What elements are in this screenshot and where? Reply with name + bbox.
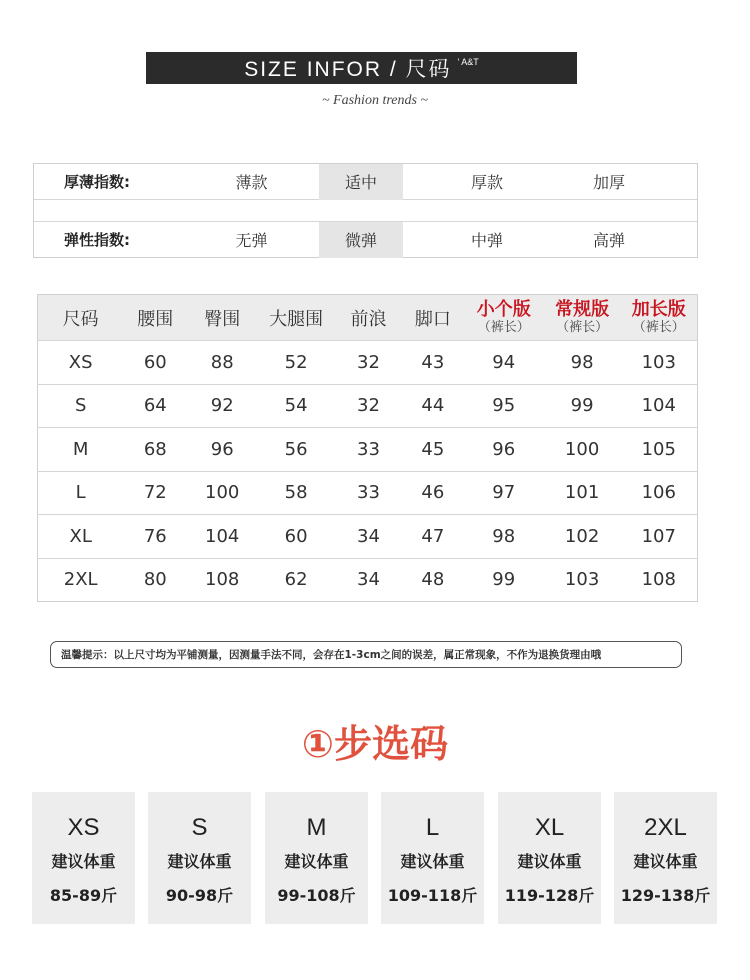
table-cell: 64 — [123, 384, 187, 428]
column-header-regular — [544, 295, 621, 341]
table-cell: 101 — [544, 471, 621, 515]
table-cell: 96 — [464, 428, 544, 472]
size-cell: L — [38, 471, 124, 515]
table-cell: 80 — [123, 558, 187, 602]
card-size: 2XL — [644, 814, 687, 841]
table-cell: 52 — [257, 341, 335, 385]
table-row — [38, 471, 698, 515]
table-cell: 107 — [621, 515, 698, 559]
table-cell: 95 — [464, 384, 544, 428]
column-header: 臀围 — [187, 295, 257, 341]
table-cell: 108 — [621, 558, 698, 602]
table-cell: 99 — [464, 558, 544, 602]
table-cell: 32 — [335, 341, 402, 385]
table-cell: 108 — [187, 558, 257, 602]
card-weight: 119-128斤 — [504, 886, 595, 905]
size-card — [614, 792, 717, 924]
column-header: 脚口 — [402, 295, 464, 341]
thickness-option: 厚款 — [470, 173, 503, 192]
regular-label: 常规版 — [555, 298, 610, 320]
card-label: 建议体重 — [633, 852, 698, 871]
size-card — [381, 792, 484, 924]
table-cell: 106 — [621, 471, 698, 515]
table-row — [38, 384, 698, 428]
table-row — [38, 428, 698, 472]
elasticity-option: 无弹 — [235, 231, 268, 250]
card-size: XS — [67, 814, 100, 841]
table-cell: 60 — [257, 515, 335, 559]
size-card — [498, 792, 601, 924]
card-label: 建议体重 — [167, 852, 232, 871]
size-cell: XL — [38, 515, 124, 559]
regular-note: （裤长） — [556, 319, 609, 335]
table-cell: 62 — [257, 558, 335, 602]
card-label: 建议体重 — [400, 852, 465, 871]
table-cell: 105 — [621, 428, 698, 472]
title-banner — [146, 52, 577, 84]
size-cell: XS — [38, 341, 124, 385]
elasticity-row — [34, 221, 697, 257]
table-cell: 76 — [123, 515, 187, 559]
table-cell: 72 — [123, 471, 187, 515]
table-cell: 32 — [335, 384, 402, 428]
thickness-row — [34, 164, 697, 200]
table-cell: 97 — [464, 471, 544, 515]
subtitle: ~ Fashion trends ~ — [321, 93, 429, 108]
table-cell: 98 — [544, 341, 621, 385]
card-size: XL — [534, 814, 565, 841]
table-cell: 102 — [544, 515, 621, 559]
column-header-petite — [464, 295, 544, 341]
size-card — [148, 792, 251, 924]
column-header: 大腿围 — [257, 295, 335, 341]
table-cell: 100 — [187, 471, 257, 515]
size-card — [32, 792, 135, 924]
table-cell: 104 — [187, 515, 257, 559]
table-cell: 48 — [402, 558, 464, 602]
column-header: 尺码 — [38, 295, 124, 341]
table-cell: 92 — [187, 384, 257, 428]
page-title: SIZE INFOR / 尺码 — [244, 58, 452, 81]
table-cell: 100 — [544, 428, 621, 472]
table-cell: 33 — [335, 428, 402, 472]
table-cell: 46 — [402, 471, 464, 515]
thickness-option: 薄款 — [235, 173, 268, 192]
table-header-row — [38, 295, 698, 341]
elasticity-option: 中弹 — [470, 231, 503, 250]
size-cell: 2XL — [38, 558, 124, 602]
card-size: M — [306, 814, 327, 841]
tall-label: 加长版 — [631, 298, 686, 320]
table-cell: 47 — [402, 515, 464, 559]
card-size: L — [425, 814, 440, 841]
table-cell: 98 — [464, 515, 544, 559]
thickness-option: 加厚 — [592, 173, 625, 192]
thickness-option-selected: 适中 — [319, 164, 403, 200]
step-heading: ①步选码 — [301, 722, 449, 766]
size-cell: M — [38, 428, 124, 472]
elasticity-option-selected: 微弹 — [319, 222, 403, 258]
size-cards — [32, 792, 718, 924]
card-weight: 90-98斤 — [165, 886, 234, 905]
table-cell: 43 — [402, 341, 464, 385]
table-cell: 96 — [187, 428, 257, 472]
table-cell: 54 — [257, 384, 335, 428]
measurement-tip: 温馨提示：以上尺寸均为平铺测量，因测量手法不同，会存在1-3cm之间的误差，属正常现象，不作为退换货理由哦 — [50, 641, 682, 668]
tall-note: （裤长） — [632, 319, 685, 335]
table-cell: 58 — [257, 471, 335, 515]
card-weight: 129-138斤 — [620, 886, 711, 905]
table-cell: 68 — [123, 428, 187, 472]
table-cell: 103 — [544, 558, 621, 602]
card-label: 建议体重 — [517, 852, 582, 871]
brand-mark: ' A&T — [457, 57, 479, 67]
petite-label: 小个版 — [476, 298, 531, 320]
table-cell: 88 — [187, 341, 257, 385]
card-weight: 109-118斤 — [387, 886, 478, 905]
column-header: 前浪 — [335, 295, 402, 341]
elasticity-option: 高弹 — [592, 231, 625, 250]
thickness-label: 厚薄指数: — [64, 173, 130, 191]
table-cell: 44 — [402, 384, 464, 428]
size-cell: S — [38, 384, 124, 428]
elasticity-label: 弹性指数: — [64, 231, 130, 249]
size-chart-table — [37, 294, 698, 602]
card-size: S — [191, 814, 208, 841]
fabric-index-box — [33, 163, 698, 258]
table-cell: 103 — [621, 341, 698, 385]
card-weight: 99-108斤 — [277, 886, 356, 905]
table-cell: 45 — [402, 428, 464, 472]
table-cell: 99 — [544, 384, 621, 428]
table-cell: 34 — [335, 558, 402, 602]
table-row — [38, 515, 698, 559]
table-cell: 34 — [335, 515, 402, 559]
table-cell: 33 — [335, 471, 402, 515]
table-cell: 60 — [123, 341, 187, 385]
table-cell: 56 — [257, 428, 335, 472]
column-header-tall — [621, 295, 698, 341]
table-row — [38, 341, 698, 385]
column-header: 腰围 — [123, 295, 187, 341]
card-label: 建议体重 — [284, 852, 349, 871]
card-weight: 85-89斤 — [49, 886, 118, 905]
table-row — [38, 558, 698, 602]
size-card — [265, 792, 368, 924]
petite-note: （裤长） — [477, 319, 530, 335]
table-cell: 104 — [621, 384, 698, 428]
table-cell: 94 — [464, 341, 544, 385]
card-label: 建议体重 — [51, 852, 116, 871]
